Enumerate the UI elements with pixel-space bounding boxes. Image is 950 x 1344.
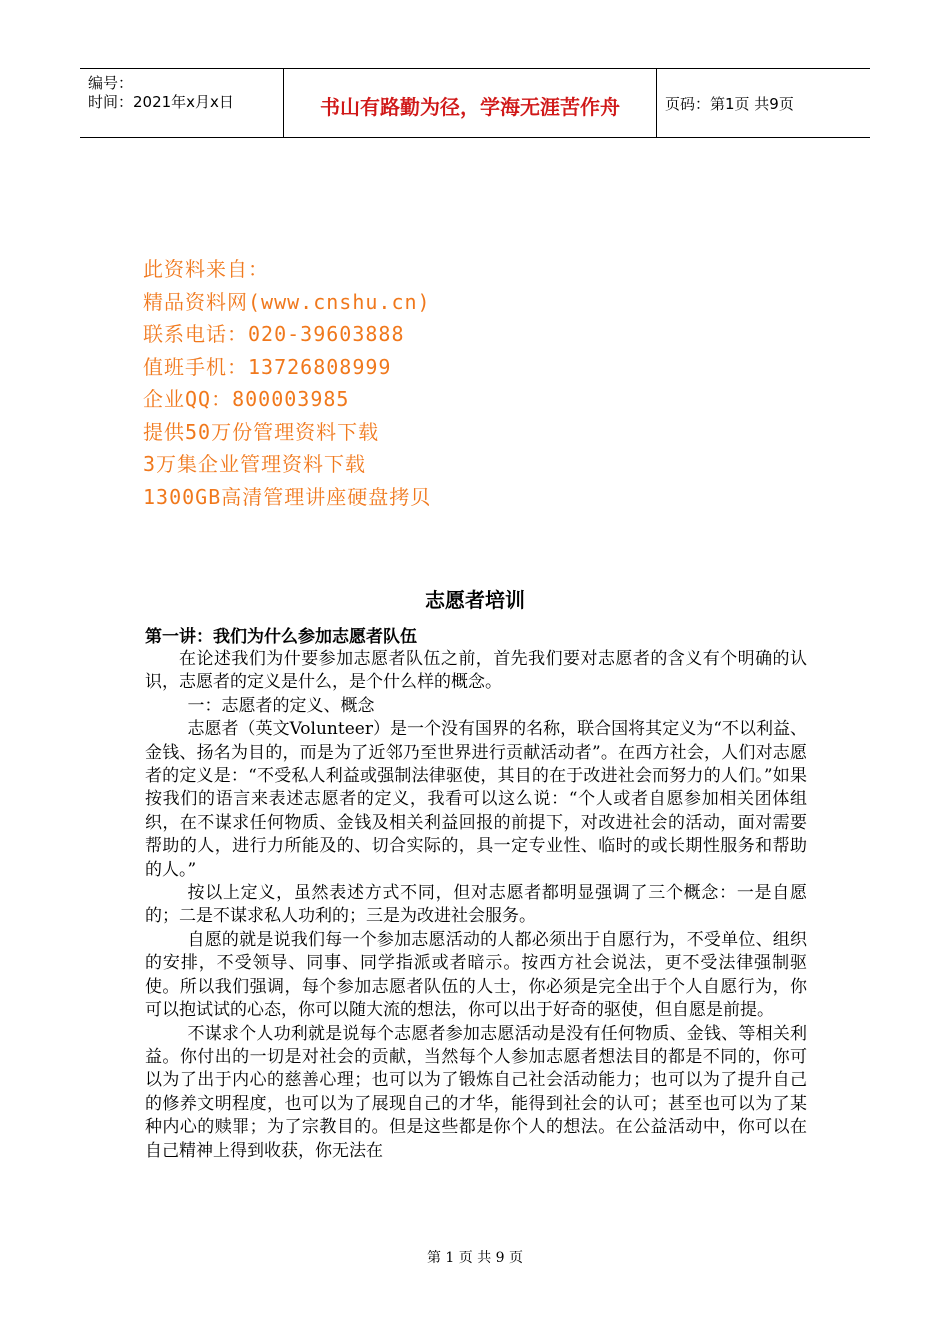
advert-line: 3万集企业管理资料下载 <box>143 452 367 476</box>
header-page-cell <box>657 69 870 137</box>
header-page-info: 页码：第1页 共9页 <box>665 95 794 113</box>
advert-line: 精品资料网(www.cnshu.cn) <box>143 289 431 314</box>
body-paragraph: 按以上定义，虽然表述方式不同，但对志愿者都明显强调了三个概念：一是自愿的；二是不谋求私人功利的；三是为改进社会服务。 <box>145 883 807 927</box>
document-body <box>145 648 807 1163</box>
body-paragraph: 志愿者（英文Volunteer）是一个没有国界的名称，联合国将其定义为“不以利益、金钱、扬名为目的，而是为了近邻乃至世界进行贡献活动者”。在西方社会，人们对志愿者的定义是：“不受私人利益或强制法律驱使，其目的在于改进社会而努力的人们。”如果按我们的语言来表述志愿者的定义，我看可以这么说：“个人或者自愿参加相关团体组织，在不谋求任何物质、金钱及相关利益回报的前提下，对改进社会的活动，面对需要帮助的人，进行力所能及的、切合实际的，具一定专业性、临时的或长期性服务和帮助的人。” <box>145 719 807 880</box>
advert-line: 值班手机：13726808999 <box>143 354 392 379</box>
advert-line: 联系电话：020-39603888 <box>143 322 405 346</box>
document-title: 志愿者培训 <box>425 588 525 612</box>
header-motto-cell <box>284 69 657 137</box>
body-paragraph: 不谋求个人功利就是说每个志愿者参加志愿活动是没有任何物质、金钱、等相关利益。你付出的一切是对社会的贡献，当然每个人参加志愿者想法目的都是不同的，你可以为了出于内心的慈善心理；也可以为了锻炼自己社会活动能力；也可以为了提升自己的修养文明程度，也可以为了展现自己的才华，能得到社会的认可；甚至也可以为了某种内心的赎罪；为了宗教目的。但是这些都是你个人的想法。在公益活动中，你可以在自己精神上得到收获，你无法在 <box>145 1023 807 1161</box>
header-motto: 书山有路勤为径，学海无涯苦作舟 <box>320 95 620 119</box>
advert-line: 企业QQ：800003985 <box>143 387 350 411</box>
page-footer: 第 1 页 共 9 页 <box>426 1250 524 1266</box>
header-meta-cell <box>80 69 284 137</box>
body-paragraph: 在论述我们为什要参加志愿者队伍之前，首先我们要对志愿者的含义有个明确的认识，志愿者的定义是什么，是个什么样的概念。 <box>145 649 807 693</box>
document-date-label: 时间：2021年x月x日 <box>88 93 234 111</box>
source-advert-block <box>143 253 431 513</box>
advert-line: 提供50万份管理资料下载 <box>143 419 380 444</box>
section-subheading: 一：志愿者的定义、概念 <box>187 695 375 716</box>
body-paragraph: 自愿的就是说我们每一个参加志愿活动的人都必须出于自愿行为，不受单位、组织的安排，不受领导、同事、同学指派或者暗示。按西方社会说法，更不受法律强制驱使。所以我们强调，每个参加志愿者队伍的人士，你必须是完全出于个人自愿行为，你可以抱试试的心态，你可以随大流的想法，你可以出于好奇的驱使，但自愿是前提。 <box>145 929 807 1021</box>
lecture-heading: 第一讲：我们为什么参加志愿者队伍 <box>145 627 417 647</box>
document-number-label: 编号： <box>88 74 134 92</box>
advert-line: 此资料来自： <box>143 257 269 281</box>
page-header <box>80 68 870 138</box>
advert-line: 1300GB高清管理讲座硬盘拷贝 <box>143 484 432 509</box>
